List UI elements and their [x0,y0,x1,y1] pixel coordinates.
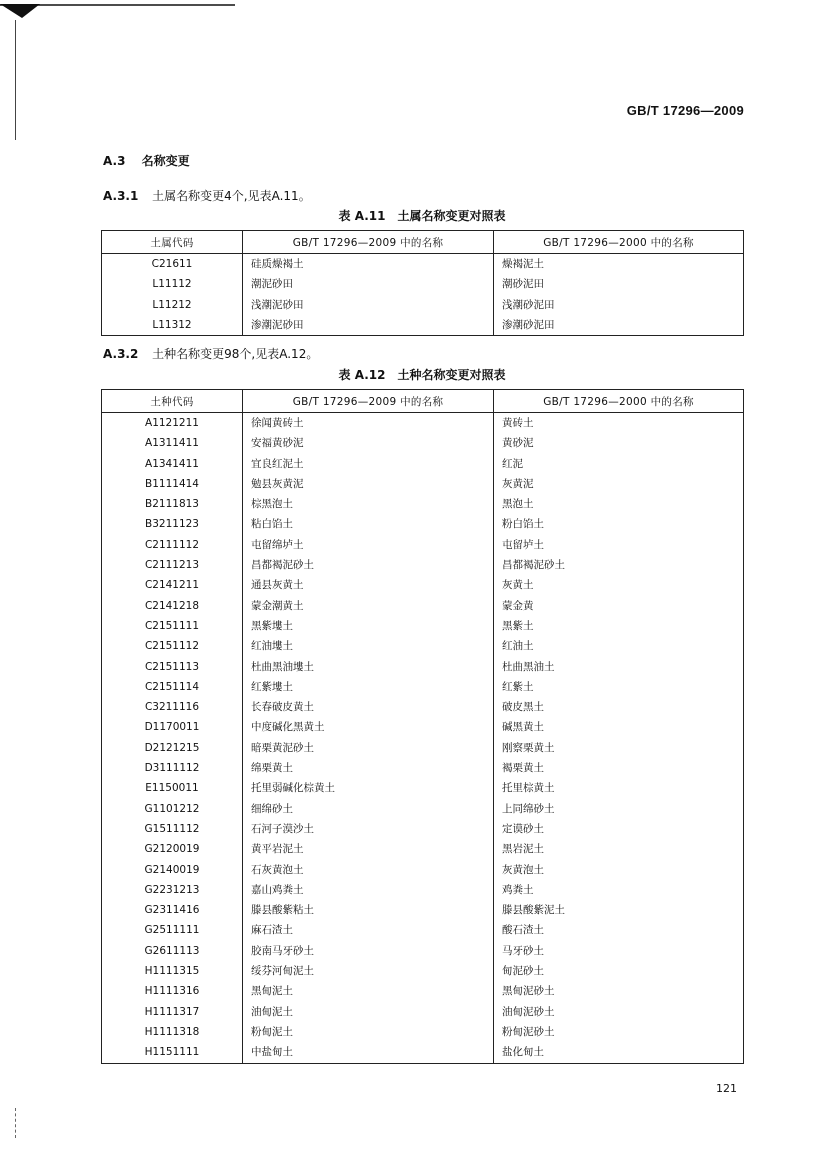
cell-name-2009: 红紫塿土 [243,677,494,697]
cell-name-2009: 石灰黄泡土 [243,860,494,880]
cell-code: C2151111 [102,616,243,636]
cell-name-2009: 粉甸泥土 [243,1022,494,1042]
cell-name-2009: 绵栗黄土 [243,758,494,778]
cell-code: G1101212 [102,799,243,819]
table-row [102,941,744,961]
table-row [102,474,744,494]
cell-name-2000: 黑甸泥砂土 [494,981,744,1001]
cell-name-2009: 长春破皮黄土 [243,697,494,717]
cell-name-2000: 盐化甸土 [494,1042,744,1063]
paragraph-a32 [103,345,318,362]
cell-name-2000: 屯留垆土 [494,535,744,555]
table-row [102,981,744,1001]
cell-name-2000: 马牙砂土 [494,941,744,961]
cell-code: D3111112 [102,758,243,778]
cell-name-2009: 渗潮泥砂田 [243,315,494,336]
cell-name-2009: 暗栗黄泥砂土 [243,738,494,758]
cell-name-2009: 屯留绵垆土 [243,535,494,555]
cell-name-2000: 黑紫土 [494,616,744,636]
cell-code: H1111315 [102,961,243,981]
cell-name-2000: 红泥 [494,454,744,474]
table-row [102,295,744,315]
column-header-name-2009: GB/T 17296—2009 中的名称 [243,231,494,254]
cell-name-2000: 托里棕黄土 [494,778,744,798]
paragraph-number: A.3.1 [103,189,139,203]
cell-name-2000: 破皮黑土 [494,697,744,717]
cell-code: C3211116 [102,697,243,717]
cell-name-2009: 细绵砂土 [243,799,494,819]
table-a12-caption: 表 A.12 土种名称变更对照表 [338,368,506,382]
paragraph-number: A.3.2 [103,347,139,361]
cell-name-2000: 刚察栗黄土 [494,738,744,758]
table-a12-body [102,413,744,1064]
table-a12 [101,389,744,1064]
cell-name-2000: 定谟砂土 [494,819,744,839]
cell-name-2000: 灰黄土 [494,575,744,595]
cell-name-2000: 上同绵砂土 [494,799,744,819]
cell-name-2000: 渗潮砂泥田 [494,315,744,336]
cell-name-2000: 蒙金黄 [494,596,744,616]
cell-name-2009: 石河子漠沙土 [243,819,494,839]
cell-name-2000: 黑泡土 [494,494,744,514]
cell-name-2000: 杜曲黑油土 [494,657,744,677]
cell-name-2009: 宜良红泥土 [243,454,494,474]
cell-name-2009: 硅质燥褐土 [243,254,494,275]
table-row [102,920,744,940]
table-header-row [102,390,744,413]
table-row [102,717,744,737]
paragraph-a31 [103,187,311,204]
cell-name-2000: 褐栗黄土 [494,758,744,778]
table-a11-caption: 表 A.11 土属名称变更对照表 [338,209,506,223]
cell-code: H1151111 [102,1042,243,1063]
cell-name-2009: 嘉山鸡粪土 [243,880,494,900]
cell-name-2000: 昌都褐泥砂土 [494,555,744,575]
cell-name-2009: 蒙金潮黄土 [243,596,494,616]
standard-number-header: GB/T 17296—2009 [626,103,744,118]
cell-code: G1511112 [102,819,243,839]
cell-name-2009: 中盐甸土 [243,1042,494,1063]
cell-name-2000: 黄砂泥 [494,433,744,453]
cell-code: G2311416 [102,900,243,920]
cell-code: A1341411 [102,454,243,474]
table-row [102,799,744,819]
cell-name-2009: 托里弱碱化棕黄土 [243,778,494,798]
cell-name-2009: 棕黑泡土 [243,494,494,514]
cell-name-2009: 黄平岩泥土 [243,839,494,859]
cell-code: H1111316 [102,981,243,1001]
cell-name-2000: 黄砖土 [494,413,744,434]
section-heading [103,152,190,169]
cell-code: L11112 [102,274,243,294]
table-row [102,254,744,275]
cell-name-2009: 浅潮泥砂田 [243,295,494,315]
binding-margin-line [15,20,16,140]
cell-name-2000: 粉白馅土 [494,514,744,534]
cell-code: G2120019 [102,839,243,859]
table-row [102,697,744,717]
cell-name-2000: 红油土 [494,636,744,656]
table-row [102,1042,744,1063]
cell-name-2000: 粉甸泥砂土 [494,1022,744,1042]
cell-name-2000: 灰黄泡土 [494,860,744,880]
table-a11 [101,230,744,336]
cell-name-2009: 中度碱化黑黄土 [243,717,494,737]
cell-code: A1121211 [102,413,243,434]
cell-name-2009: 潮泥砂田 [243,274,494,294]
cell-name-2009: 红油塿土 [243,636,494,656]
cell-name-2000: 碱黑黄土 [494,717,744,737]
table-row [102,758,744,778]
cell-code: C21611 [102,254,243,275]
cell-name-2009: 黑甸泥土 [243,981,494,1001]
cell-name-2009: 粘白馅土 [243,514,494,534]
cell-name-2000: 油甸泥砂土 [494,1002,744,1022]
cell-name-2000: 酸石渣土 [494,920,744,940]
table-row [102,839,744,859]
table-a11-body [102,254,744,336]
page-number: 121 [716,1082,737,1095]
cell-code: C2141218 [102,596,243,616]
cell-code: G2231213 [102,880,243,900]
cell-name-2000: 鸡粪土 [494,880,744,900]
section-title: 名称变更 [141,154,190,168]
table-row [102,433,744,453]
cell-code: G2611113 [102,941,243,961]
table-row [102,413,744,434]
cell-code: C2141211 [102,575,243,595]
table-row [102,315,744,336]
cell-code: B2111813 [102,494,243,514]
cell-name-2000: 甸泥砂土 [494,961,744,981]
cell-name-2000: 浅潮砂泥田 [494,295,744,315]
cell-code: C2151114 [102,677,243,697]
column-header-code: 土种代码 [102,390,243,413]
table-row [102,616,744,636]
table-row [102,880,744,900]
column-header-code: 土属代码 [102,231,243,254]
cell-code: B3211123 [102,514,243,534]
table-row [102,596,744,616]
section-number: A.3 [103,154,126,168]
table-row [102,819,744,839]
cell-name-2009: 昌都褐泥砂土 [243,555,494,575]
table-row [102,535,744,555]
cell-name-2009: 黑紫塿土 [243,616,494,636]
cell-code: A1311411 [102,433,243,453]
cell-code: G2140019 [102,860,243,880]
cell-name-2009: 勉县灰黄泥 [243,474,494,494]
cell-code: C2111213 [102,555,243,575]
table-row [102,778,744,798]
cell-code: L11312 [102,315,243,336]
cell-name-2009: 徐闻黄砖土 [243,413,494,434]
cell-name-2000: 燥褐泥土 [494,254,744,275]
table-row [102,514,744,534]
table-row [102,677,744,697]
table-row [102,900,744,920]
table-row [102,860,744,880]
table-header-row [102,231,744,254]
cell-code: G2511111 [102,920,243,940]
cell-name-2009: 安福黄砂泥 [243,433,494,453]
cell-name-2009: 油甸泥土 [243,1002,494,1022]
cell-name-2000: 黑岩泥土 [494,839,744,859]
table-row [102,636,744,656]
binding-margin-dashes [15,1108,16,1138]
cell-name-2009: 胶南马牙砂土 [243,941,494,961]
cell-name-2000: 潮砂泥田 [494,274,744,294]
cell-name-2000: 红紫土 [494,677,744,697]
cell-code: D1170011 [102,717,243,737]
cell-code: C2111112 [102,535,243,555]
table-row [102,274,744,294]
column-header-name-2000: GB/T 17296—2000 中的名称 [494,231,744,254]
table-row [102,454,744,474]
table-row [102,1022,744,1042]
corner-registration-mark [0,0,240,24]
column-header-name-2000: GB/T 17296—2000 中的名称 [494,390,744,413]
paragraph-text: 土种名称变更98个,见表A.12。 [152,347,319,361]
table-row [102,494,744,514]
cell-name-2009: 杜曲黑油塿土 [243,657,494,677]
cell-name-2009: 通县灰黄土 [243,575,494,595]
table-row [102,961,744,981]
cell-name-2009: 麻石渣土 [243,920,494,940]
column-header-name-2009: GB/T 17296—2009 中的名称 [243,390,494,413]
table-row [102,657,744,677]
cell-code: D2121215 [102,738,243,758]
cell-code: C2151112 [102,636,243,656]
table-row [102,1002,744,1022]
cell-name-2009: 滕县酸紫粘土 [243,900,494,920]
table-row [102,575,744,595]
cell-name-2000: 滕县酸紫泥土 [494,900,744,920]
cell-name-2000: 灰黄泥 [494,474,744,494]
cell-code: L11212 [102,295,243,315]
paragraph-text: 土属名称变更4个,见表A.11。 [152,189,311,203]
table-row [102,738,744,758]
table-row [102,555,744,575]
cell-code: B1111414 [102,474,243,494]
cell-code: C2151113 [102,657,243,677]
cell-code: H1111318 [102,1022,243,1042]
cell-code: H1111317 [102,1002,243,1022]
cell-name-2009: 绥芬河甸泥土 [243,961,494,981]
cell-code: E1150011 [102,778,243,798]
